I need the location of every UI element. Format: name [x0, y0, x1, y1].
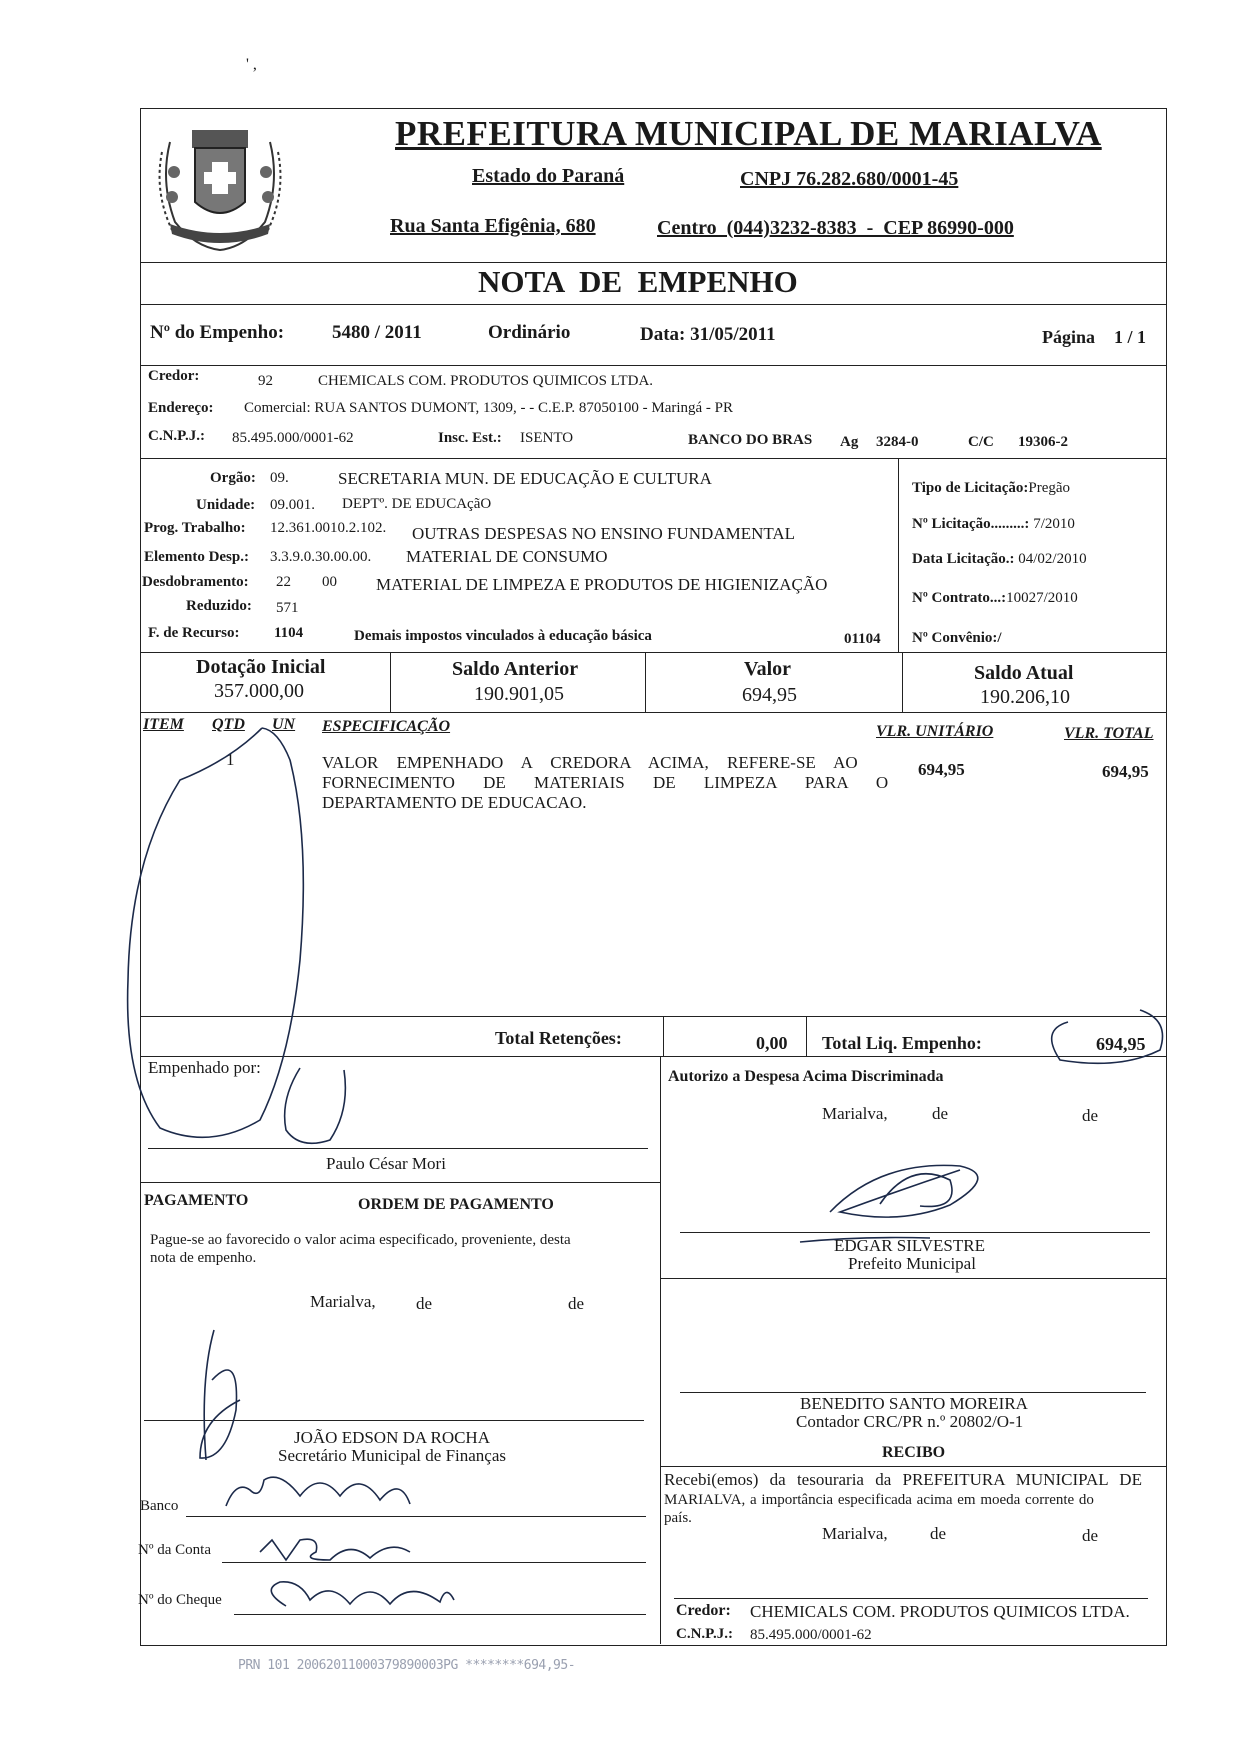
banco-label: Banco [140, 1498, 179, 1514]
empenhado-label: Empenhado por: [148, 1058, 261, 1077]
data-licitacao-value: 04/02/2010 [1018, 551, 1087, 567]
orgao-code: 09. [270, 470, 289, 486]
top-marks: ' , [246, 56, 257, 73]
recurso-code: 1104 [274, 625, 304, 641]
item-total-value: 694,95 [1102, 762, 1149, 781]
recibo-title: RECIBO [882, 1444, 946, 1461]
prog-label: Prog. Trabalho: [144, 520, 246, 536]
tipo-licitacao-text: Tipo de Licitação: [912, 480, 1029, 496]
dotacao-label: Dotação Inicial [196, 656, 326, 678]
recibo-de2: de [1082, 1526, 1099, 1545]
credor-name: CHEMICALS COM. PRODUTOS QUIMICOS LTDA. [318, 373, 654, 389]
total-liquido-label: Total Liq. Empenho: [822, 1033, 982, 1053]
endereco-label: Endereço: [148, 400, 214, 416]
endereco-value: Comercial: RUA SANTOS DUMONT, 1309, - - C.E.P. 87050100 - Maringá - PR [244, 400, 734, 416]
pagamento-place: Marialva, [310, 1292, 376, 1311]
convenio-label: Nº Convênio:/ [912, 630, 1002, 646]
elemento-value: MATERIAL DE CONSUMO [406, 547, 608, 566]
unidade-code: 09.001. [270, 497, 315, 513]
desdobramento-b: 00 [322, 574, 337, 590]
orgao-label: Orgão: [210, 470, 256, 486]
municipal-crest-icon [150, 112, 290, 254]
credor-code: 92 [258, 373, 273, 389]
col-un: UN [272, 716, 296, 733]
recurso-value: Demais impostos vinculados à educação básica [354, 628, 652, 644]
contrato-text: Nº Contrato...: [912, 590, 1007, 606]
prog-value: OUTRAS DESPESAS NO ENSINO FUNDAMENTAL [412, 524, 796, 543]
pagamento-de1: de [416, 1294, 433, 1313]
autorizo-de2: de [1082, 1106, 1099, 1125]
autorizo-signer: EDGAR SILVESTRE [834, 1236, 985, 1255]
col-unitario: VLR. UNITÁRIO [876, 723, 994, 740]
pagamento-role: Secretário Municipal de Finanças [278, 1446, 507, 1465]
num-licitacao-value: 7/2010 [1033, 516, 1075, 532]
pagamento-text-line1: Pague-se ao favorecido o valor acima especificado, proveniente, desta [150, 1232, 571, 1248]
page-title: PREFEITURA MUNICIPAL DE MARIALVA [395, 114, 1102, 153]
pagamento-de2: de [568, 1294, 585, 1313]
autorizo-place: Marialva, [822, 1104, 888, 1123]
desdobramento-label: Desdobramento: [142, 574, 249, 590]
footer-code: PRN 101 20062011000379890003PG ********694,95- [238, 1658, 576, 1673]
recibo-line3: país. [664, 1510, 692, 1526]
saldo-anterior-value: 190.901,05 [474, 683, 564, 705]
recurso-label: F. de Recurso: [148, 625, 240, 641]
tipo-licitacao-value: Pregão [1028, 480, 1071, 496]
item-unit-value: 694,95 [918, 760, 965, 779]
pagamento-signer: JOÃO EDSON DA ROCHA [294, 1428, 490, 1447]
pagamento-label: PAGAMENTO [144, 1192, 249, 1209]
col-especificacao: ESPECIFICAÇÃO [322, 718, 451, 735]
col-qtd: QTD [212, 716, 245, 733]
valor-label: Valor [744, 658, 792, 680]
dotacao-value: 357.000,00 [214, 680, 304, 702]
item-qtd: 1 [226, 750, 235, 769]
ag-label: Ag [840, 434, 859, 450]
autorizo-role: Prefeito Municipal [848, 1254, 976, 1273]
cnpj-credor-value: 85.495.000/0001-62 [232, 430, 354, 446]
cc-label: C/C [968, 434, 994, 450]
item-desc-line1: VALOR EMPENHADO A CREDORA ACIMA, REFERE-SE AO [322, 753, 858, 772]
tipo-licitacao-label [912, 480, 1070, 497]
cnpj-label: CNPJ 76.282.680/0001-45 [740, 168, 959, 190]
state-label: Estado do Paraná [472, 165, 625, 187]
empenho-label: Nº do Empenho: [150, 322, 285, 343]
prog-code: 12.361.0010.2.102. [270, 520, 387, 536]
insc-value: ISENTO [520, 430, 574, 446]
item-desc-line3: DEPARTAMENTO DE EDUCACAO. [322, 793, 587, 812]
recibo-line1: Recebi(emos) da tesouraria da PREFEITURA MUNICIPAL DE [664, 1470, 1142, 1489]
saldo-anterior-label: Saldo Anterior [452, 658, 579, 680]
total-liquido-value: 694,95 [1096, 1034, 1146, 1054]
pagamento-text-line2: nota de empenho. [150, 1250, 257, 1266]
cheque-label: Nº do Cheque [138, 1592, 222, 1608]
recibo-credor-label: Credor: [676, 1602, 731, 1619]
page-number: 1 / 1 [1114, 327, 1147, 347]
insc-label: Insc. Est.: [438, 430, 502, 446]
valor-value: 694,95 [742, 684, 797, 706]
desdobramento-a: 22 [276, 574, 291, 590]
retencoes-value: 0,00 [756, 1033, 788, 1053]
orgao-value: SECRETARIA MUN. DE EDUCAÇÃO E CULTURA [338, 469, 712, 488]
reduzido-value: 571 [276, 600, 299, 616]
empenho-type: Ordinário [488, 322, 571, 343]
num-licitacao-label [912, 516, 1075, 533]
autorizo-label: Autorizo a Despesa Acima Discriminada [668, 1068, 944, 1085]
ordem-pagamento-label: ORDEM DE PAGAMENTO [358, 1196, 554, 1213]
num-licitacao-text: Nº Licitação.........: [912, 516, 1030, 532]
credor-label: Credor: [148, 368, 200, 384]
cnpj-credor-label: C.N.P.J.: [148, 428, 205, 444]
ag-value: 3284-0 [876, 434, 919, 450]
contact-label: Centro (044)3232-8383 - CEP 86990-000 [657, 217, 1014, 239]
col-total: VLR. TOTAL [1064, 725, 1154, 742]
conta-label: Nº da Conta [138, 1542, 211, 1558]
recibo-line2: MARIALVA, a importância especificada acima em moeda corrente do [664, 1492, 1094, 1508]
elemento-label: Elemento Desp.: [144, 549, 249, 565]
item-desc-line2: FORNECIMENTO DE MATERIAIS DE LIMPEZA PARA O [322, 773, 889, 792]
unidade-label: Unidade: [196, 497, 256, 513]
recibo-credor-value: CHEMICALS COM. PRODUTOS QUIMICOS LTDA. [750, 1602, 1130, 1621]
contrato-label [912, 590, 1078, 607]
unidade-value: DEPTº. DE EDUCAçãO [342, 496, 492, 512]
empenho-number: 5480 / 2011 [332, 322, 422, 343]
recibo-place: Marialva, [822, 1524, 888, 1543]
page-label: Página [1042, 327, 1096, 347]
recibo-cnpj-label: C.N.P.J.: [676, 1626, 733, 1642]
contrato-value: 10027/2010 [1006, 590, 1078, 606]
saldo-atual-value: 190.206,10 [980, 686, 1070, 708]
contador-name: BENEDITO SANTO MOREIRA [800, 1394, 1028, 1413]
autorizo-de1: de [932, 1104, 949, 1123]
banco-name: BANCO DO BRAS [688, 432, 813, 448]
desdobramento-value: MATERIAL DE LIMPEZA E PRODUTOS DE HIGIENIZAÇÃO [376, 575, 828, 594]
saldo-atual-label: Saldo Atual [974, 662, 1074, 684]
empenho-date: Data: 31/05/2011 [640, 324, 776, 345]
data-licitacao-label [912, 551, 1087, 568]
empenhado-name: Paulo César Mori [326, 1154, 446, 1173]
data-licitacao-text: Data Licitação.: [912, 551, 1015, 567]
elemento-code: 3.3.9.0.30.00.00. [270, 549, 372, 565]
recibo-cnpj-value: 85.495.000/0001-62 [750, 1627, 872, 1643]
address-label: Rua Santa Efigênia, 680 [390, 215, 596, 237]
document-title: NOTA DE EMPENHO [478, 264, 798, 299]
retencoes-label: Total Retenções: [495, 1028, 622, 1048]
reduzido-label: Reduzido: [186, 598, 252, 614]
recibo-de1: de [930, 1524, 947, 1543]
cc-value: 19306-2 [1018, 434, 1068, 450]
contador-role: Contador CRC/PR n.º 20802/O-1 [796, 1412, 1024, 1431]
recurso-number: 01104 [844, 631, 881, 647]
col-item: ITEM [143, 716, 184, 733]
